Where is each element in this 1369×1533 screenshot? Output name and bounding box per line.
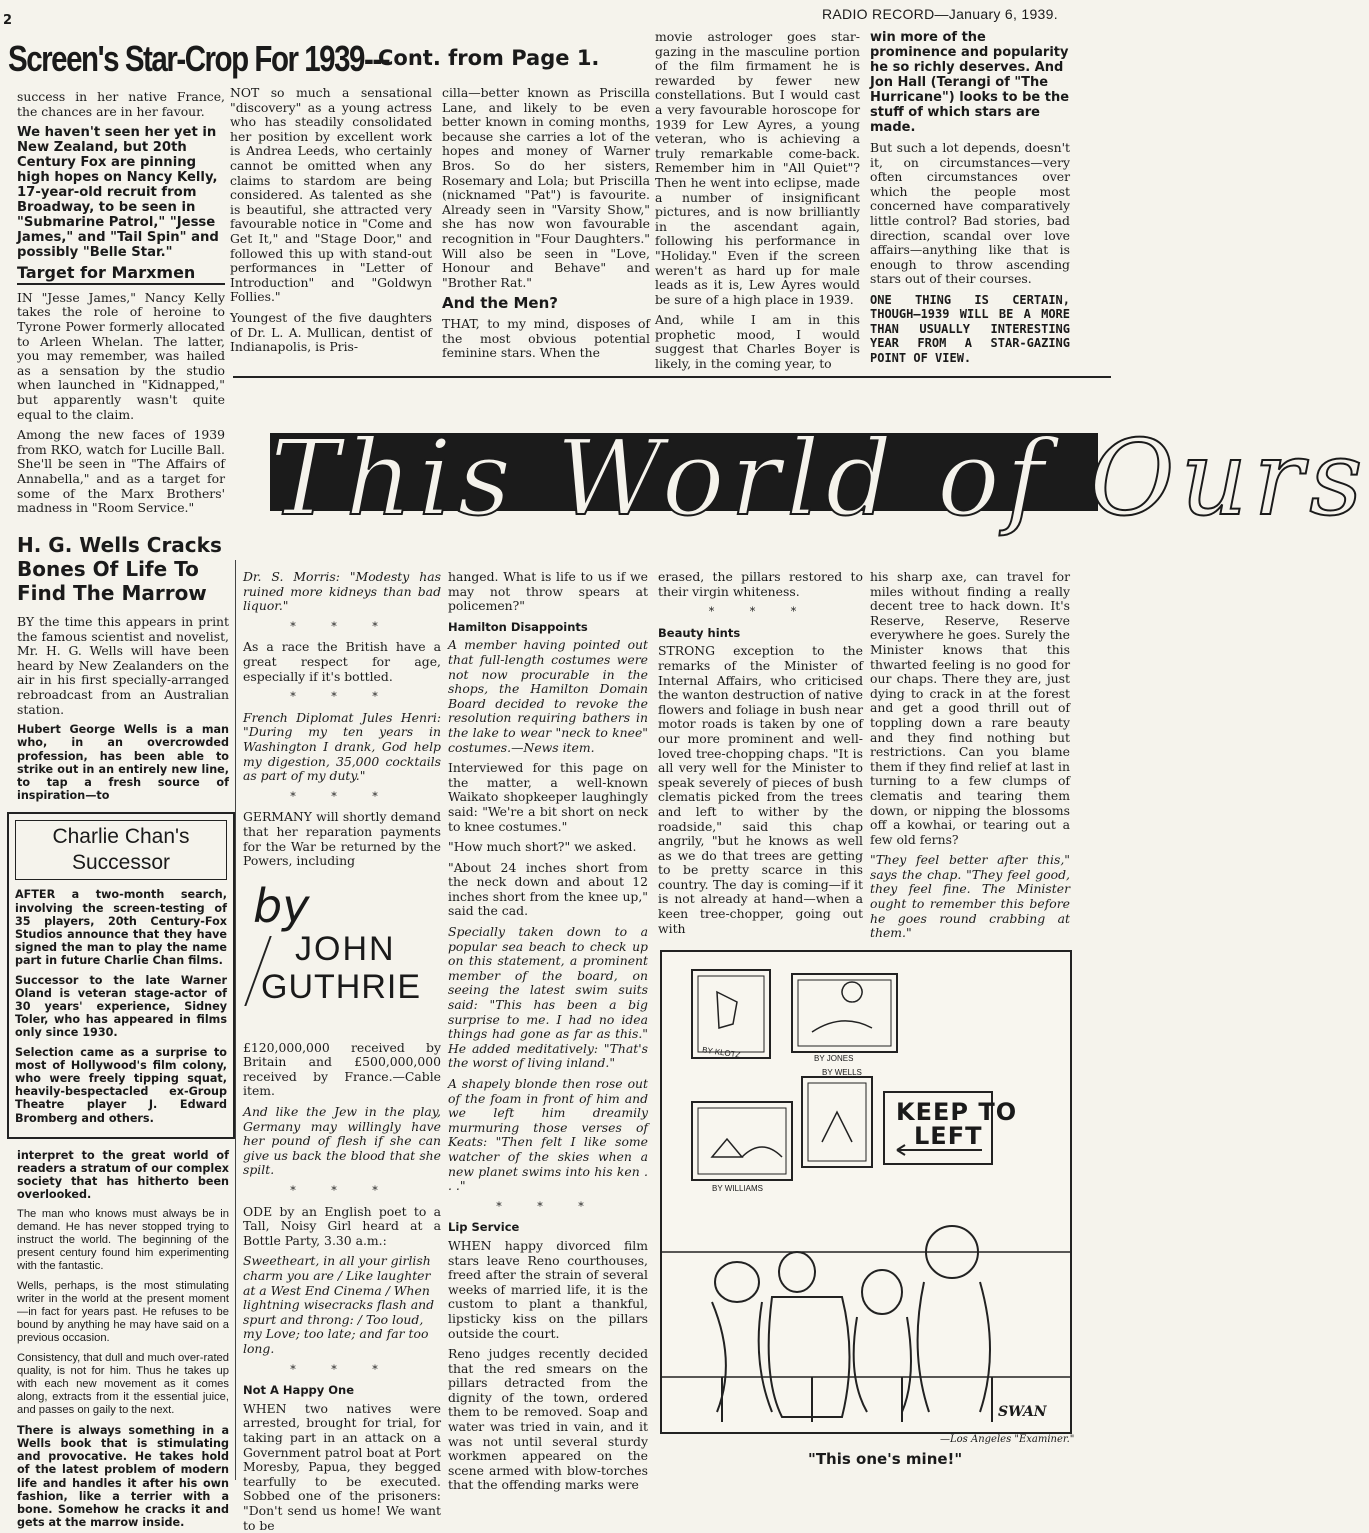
paragraph: Interviewed for this page on the matter, a well-known Waikato shopkeeper laughingly said: "We're a bit short on neck to knee costumes.": [448, 760, 648, 834]
paragraph: erased, the pillars restored to their virgin whiteness.: [658, 569, 863, 599]
paragraph: NOT so much a sensational "discovery" as a young actress who has steadily consolidated her position by excellent work is Andrea Leeds, who certainly cannot be omitted when any claims to stardom are being considered. As talented as she is beautiful, she attracted very favourable notice in "Come and Get It," and "Stage Door," and followed this up with stand-out performances in "Letter of Introduction" and "Goldwyn Follies.": [230, 85, 432, 305]
subhead-target-for-marxmen: Target for Marxmen: [17, 266, 225, 285]
world-col-4: [658, 570, 863, 945]
paragraph: his sharp axe, can travel for miles without finding a really decent tree to hack down. It's Reserve, Reserve, Reserve everywhere he goes. Surely the Minister knows that this thwarted feeling is no good for our chaps. There they are, just dying to crack in at the forest and get a good thrill out of toppling down a rare beauty and they find nothing but restrictions. Can you blame them if they find relief at last in turning to a few clumps of clematis and tearing them down, or nipping the blossoms off a kowhai, or tearing out a few old ferns?: [870, 569, 1070, 847]
paragraph: "How much short?" we asked.: [448, 839, 637, 855]
divider: [233, 376, 1111, 378]
page-number: 2: [3, 13, 13, 28]
column-divider: [235, 560, 236, 1480]
keep-to-sign-line1: KEEP TO: [896, 1098, 1018, 1126]
paragraph: And like the Jew in the play, Germany may willingly have her pound of flesh if she can give us back the blood that she spilt.: [243, 1104, 441, 1178]
cartoon-illustration: [660, 950, 1072, 1434]
subhead-hamilton-disappoints: Hamilton Disappoints: [448, 619, 588, 634]
cartoon-signature: SWAN: [998, 1404, 1047, 1420]
banner-title: This World of Ours: [270, 417, 1369, 539]
paragraph: A shapely blonde then rose out of the foam in front of him and we left him dreamily murmuring those verses of Keats: "Then felt I like some watcher of the skies when a new planet swims into his ken . . .": [448, 1076, 648, 1194]
world-col-3: [448, 569, 648, 1493]
byline-by: by: [253, 878, 310, 933]
paragraph: A member having pointed out that full-length costumes were not now procurable in the shops, the Hamilton Domain Board decided to revoke the resolution requiring bathers in the lake to wear "neck to knee" costumes.—News item.: [448, 637, 648, 755]
frame-label-wells: BY WELLS: [822, 1068, 862, 1077]
world-col-2: [243, 569, 441, 1533]
paragraph: Specially taken down to a popular sea beach to check up on this statement, a prominent member of the board, on seeing the latest swim suits said: "This has been a big surprise to me. I had no idea things had gone as far as this." He added meditatively: "That's the worst of living inland.": [448, 924, 648, 1071]
article-col-1: [17, 89, 225, 516]
paragraph: As a race the British have a great respect for age, especially if it's bottled.: [243, 639, 441, 684]
wells-article: [15, 533, 229, 1530]
article-col-5: [870, 30, 1070, 375]
paragraph: We haven't seen her yet in New Zealand, but 20th Century Fox are pinning high hopes on Nancy Kelly, 17-year-old recruit from Broadway, to be seen in "Submarine Patrol," "Jesse James," and "Tail Spin" and possibly "Belle Star.": [17, 125, 219, 261]
paragraph: French Diplomat Jules Henri: "During my ten years in Washington I drank, God help my digestion, 35,000 cocktails as part of my duty.": [243, 709, 441, 784]
paragraph: Dr. S. Morris: "Modesty has ruined more kidneys than bad liquor.": [243, 569, 441, 614]
paragraph: Selection came as a surprise to most of Hollywood's film colony, who were freely tipping squat, heavily-bespectacled ex-Group Theatre player J. Edward Bromberg and others.: [15, 1045, 227, 1125]
paragraph: Hubert George Wells is a man who, in an overcrowded profession, has been able to strike out in an entirely new line, to tap a fresh source of inspiration—to: [17, 723, 229, 803]
divider-stars: * * *: [290, 1184, 394, 1198]
paragraph: interpret to the great world of readers a stratum of our complex society that has hitherto been overlooked.: [17, 1148, 229, 1202]
masthead: RADIO RECORD—January 6, 1939.: [822, 6, 1058, 22]
byline-name-1: JOHN: [295, 929, 396, 968]
paragraph: "They feel better after this," says the chap. "They feel good, they feel fine. The Minister ought to remember this before he goes round crabbing at them.": [870, 852, 1070, 941]
subhead-and-the-men: And the Men?: [442, 294, 558, 313]
article-col-4: [655, 30, 860, 375]
subhead-beauty-hints: Beauty hints: [658, 625, 741, 640]
paragraph: WHEN happy divorced film stars leave Reno courthouses, freed after the strain of several weeks of married life, it is the custom to plant a thankful, lipsticky kiss on the pillars outside the court.: [448, 1237, 648, 1341]
keep-to-sign-line2: LEFT: [914, 1122, 983, 1150]
divider-stars: * * *: [290, 690, 394, 704]
paragraph: "About 24 inches short from the neck down and about 12 inches short from the knee up," said the cad.: [448, 859, 648, 919]
cartoon-credit: —Los Angeles "Examiner.": [940, 1434, 1075, 1445]
subhead-not-a-happy-one: Not A Happy One: [243, 1383, 355, 1398]
paragraph: THAT, to my mind, disposes of the most obvious potential feminine stars. When the: [442, 315, 650, 361]
article-col-2: [230, 86, 432, 376]
wells-headline: H. G. Wells Cracks Bones Of Life To Find The Marrow: [17, 533, 222, 605]
paragraph: ODE by an English poet to a Tall, Noisy Girl heard at a Bottle Party, 3.30 a.m.:: [243, 1203, 441, 1248]
paragraph: Among the new faces of 1939 from RKO, watch for Lucille Ball. She'll be seen in "The Affairs of Annabella," and as a target for some of the Marx Brothers' madness in "Room Service.": [17, 427, 225, 516]
charlie-chan-box: [7, 812, 235, 1138]
paragraph: There is always something in a Wells book that is stimulating and provocative. He takes hold of the latest problem of modern life and handles it after his own fashion, like a terrier with a bone. Somehow he cracks it and gets at the marrow inside.: [17, 1423, 229, 1530]
paragraph: Consistency, that dull and much over-rated quality, is not for him. Thus he takes up with each new movement as it comes along, extracts from it the essential juice, and passes on gaily to the next.: [17, 1351, 229, 1417]
byline-john-guthrie: [243, 878, 441, 1031]
paragraph: Wells, perhaps, is the most stimulating writer in the world at the present moment—in fact for years past. He refuses to be bound by anything he may have said on a previous occasion.: [17, 1279, 229, 1345]
paragraph: movie astrologer goes star-gazing in the masculine portion of the film firmament he is rewarded by fewer new constellations. But I would cast a very favourable horoscope for 1939 for Lew Ayres, a young veteran, who is achieving a truly remarkable come-back. Remember him in "All Quiet"? Then he went into eclipse, made a number of insignificant pictures, and is now brilliantly in the ascendant again, following his performance in "Holiday." Even if the screen weren't as hard up for male leads as it is, Lew Ayres would be sure of a high place in 1939.: [655, 29, 860, 307]
paragraph: Successor to the late Warner Oland is veteran stage-actor of 30 years' experience, Sidney Toler, who has appeared in films only since 1930.: [15, 973, 227, 1040]
paragraph: The man who knows must always be in demand. He has never stopped trying to instruct the world. The beginning of the present century found him experimenting with the fantastic.: [17, 1207, 229, 1273]
paragraph: Reno judges recently decided that the red smears on the pillars detracted from the dignity of the town, ordered them to be removed. Soap and water was tried in vain, and it was not until several sturdy workmen appeared on the scene armed with blow-torches that the offending marks were: [448, 1346, 648, 1493]
frame-label-williams: BY WILLIAMS: [712, 1184, 763, 1193]
divider-stars: * * *: [496, 1199, 600, 1213]
paragraph: BY the time this appears in print the famous scientist and novelist, Mr. H. G. Wells will have been heard by New Zealanders on the air in his first specially-arranged rebroadcast from an Australian station.: [17, 614, 229, 717]
paragraph: success in her native France, the chances are in her favour.: [17, 89, 225, 119]
byline-name-2: GUTHRIE: [261, 967, 421, 1006]
divider-stars: * * *: [290, 619, 394, 633]
paragraph: AFTER a two-month search, involving the screen-testing of 35 players, 20th Century-Fox Studios announce that they have signed the man to play the name part in future Charlie Chan films.: [15, 888, 227, 968]
headline-title: Screen's Star-Crop For 1939---: [8, 38, 390, 79]
frame-label-jones: BY JONES: [814, 1054, 854, 1063]
paragraph: £120,000,000 received by Britain and £500,000,000 received by France.—Cable item.: [243, 1039, 441, 1099]
paragraph: STRONG exception to the remarks of the Minister of Internal Affairs, who criticised the wanton destruction of native flowers and foliage in bush near motor roads is taken by one of our more prominent and well-loved tree-chopping chaps. "It is all very well for the Minister to speak severely of pieces of bush clematis picked from the trees and left to wither by the roadside," said this chap angrily, "but he knows as well as we do that trees are getting to be pretty scarce in this country. The day is coming—if it is not already at hand—when a keen tree-chopper, going out with: [658, 643, 863, 936]
divider-stars: * * *: [290, 1362, 394, 1376]
paragraph: WHEN two natives were arrested, brought for trial, for taking part in an attack on a Government patrol boat at Port Moresby, Papua, they begged tearfully to be executed. Sobbed one of the prisoners: "Don't send us home! We want to be: [243, 1400, 441, 1533]
this-world-of-ours-banner: [240, 400, 1369, 560]
paragraph: But such a lot depends, doesn't it, on circumstances—very often circumstances over which the people most concerned have comparatively little control? Bad stories, bad direction, scandal over love affairs—anything like that is enough to throw ascending stars out of their courses.: [870, 140, 1070, 287]
paragraph: hanged. What is life to us if we may not throw spears at policemen?": [448, 569, 648, 614]
paragraph: GERMANY will shortly demand that her reparation payments for the War be returned by the Powers, including: [243, 809, 441, 869]
paragraph: cilla—better known as Priscilla Lane, and likely to be even better known in coming months, because she carries a lot of the hopes and money of Warner Bros. So do her sisters, Rosemary and Lola; but Priscilla (nicknamed "Pat") is favourite. Already seen in "Varsity Show," she has now won favourable recognition in "Four Daughters." Will also be seen in "Love, Honour and Behave" and "Brother Rat.": [442, 85, 650, 290]
paragraph: And, while I am in this prophetic mood, I would suggest that Charles Boyer is likely, in the coming year, to: [655, 312, 860, 372]
subhead-lip-service: Lip Service: [448, 1220, 520, 1235]
divider-stars: * * *: [708, 605, 813, 619]
article-col-3: [442, 86, 650, 376]
cartoon-caption: "This one's mine!": [808, 1450, 963, 1468]
frame-label-klotz: BY KLOTZ: [701, 1045, 741, 1060]
divider-stars: * * *: [290, 789, 394, 803]
headline-continued: Cont. from Page 1.: [378, 46, 600, 70]
charlie-chan-title: Charlie Chan's Successor: [15, 820, 227, 880]
paragraph: IN "Jesse James," Nancy Kelly takes the role of heroine to Tyrone Power formerly allocated to Arleen Whelan. The latter, you may remember, was hailed as a sensation by the studio when launched in "Kidnapped," but apparently wasn't quite equal to the claim.: [17, 289, 225, 422]
paragraph: win more of the prominence and popularity he so richly deserves. And Jon Hall (Terangi of "The Hurricane") looks to be the stuff of which stars are made.: [870, 30, 1070, 135]
poem: Sweetheart, in all your girlish charm you are / Like laughter at a West End Cinema / When lightning wisecracks flash and spurt and throng: / Too loud, my Love; too late; and far too long.: [243, 1253, 435, 1356]
world-col-5: [870, 570, 1070, 945]
paragraph: Youngest of the five daughters of Dr. L. A. Mullican, dentist of Indianapolis, is Pris-: [230, 309, 432, 355]
closing-statement: ONE THING IS CERTAIN, THOUGH—1939 WILL BE A MORE THAN USUALLY INTERESTING YEAR FROM A STAR-GAZING POINT OF VIEW.: [870, 292, 1070, 365]
